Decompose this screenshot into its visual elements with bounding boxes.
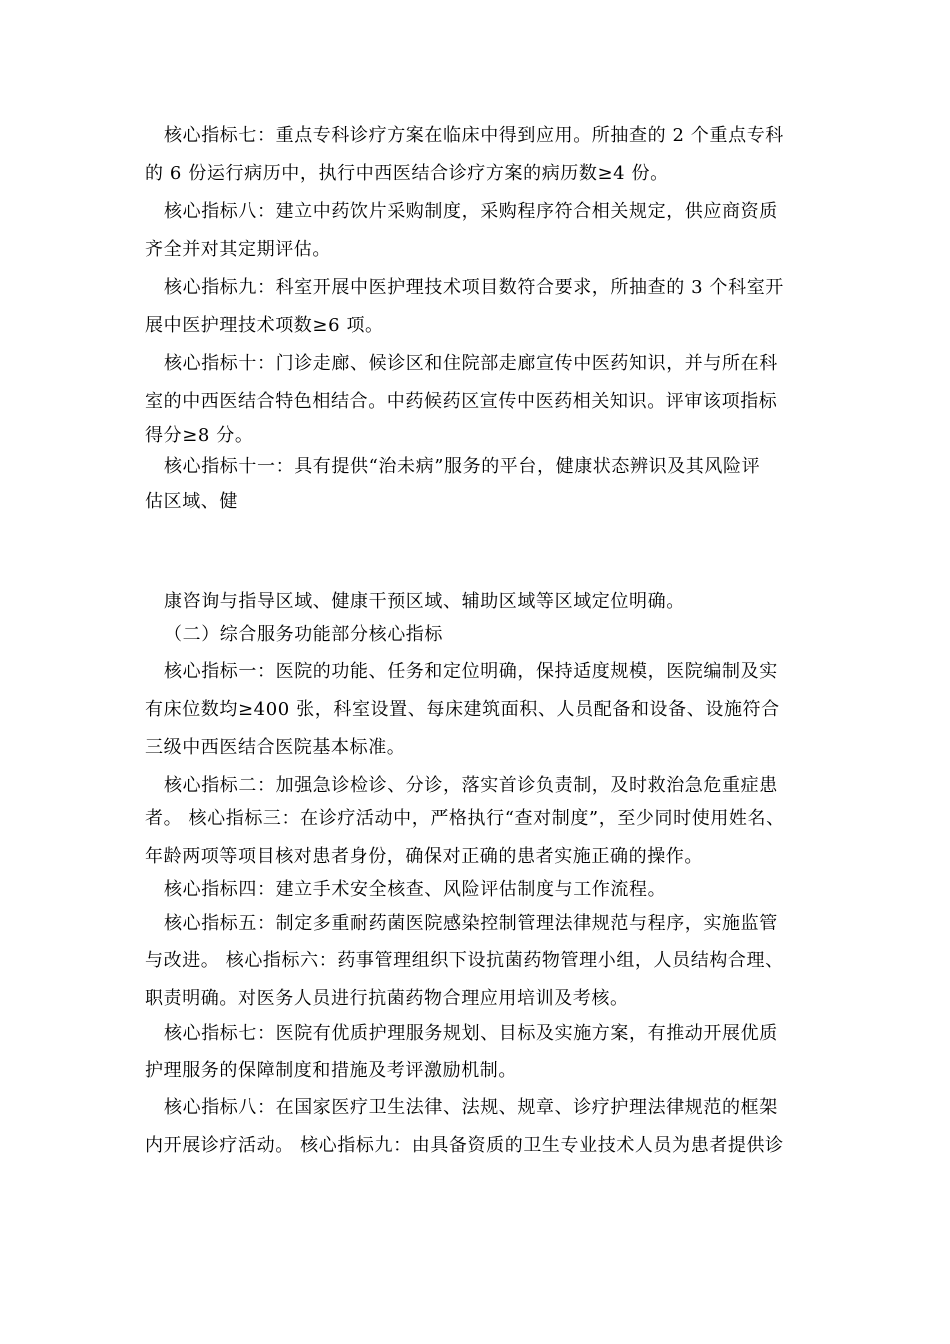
text-line: 齐全并对其定期评估。 <box>145 239 331 260</box>
text-line: 内开展诊疗活动。 核心指标九：由具备资质的卫生专业技术人员为患者提供诊 <box>145 1135 784 1156</box>
text-line: 职责明确。对医务人员进行抗菌药物合理应用培训及考核。 <box>145 988 629 1009</box>
text-line: 核心指标五：制定多重耐药菌医院感染控制管理法律规范与程序，实施监管 <box>164 913 778 934</box>
text-line: 者。 核心指标三：在诊疗活动中，严格执行“查对制度”，至少同时使用姓名、 <box>145 808 785 829</box>
text-line: 康咨询与指导区域、健康干预区域、辅助区域等区域定位明确。 <box>164 591 685 612</box>
text-line: 核心指标二：加强急诊检诊、分诊，落实首诊负责制，及时救治急危重症患 <box>164 775 778 796</box>
text-line: 的 6 份运行病历中，执行中西医结合诊疗方案的病历数≥4 份。 <box>145 163 669 184</box>
text-line: 估区域、健 <box>145 491 238 512</box>
text-line: 年龄两项等项目核对患者身份，确保对正确的患者实施正确的操作。 <box>145 846 703 867</box>
text-line: 核心指标一：医院的功能、任务和定位明确，保持适度规模，医院编制及实 <box>164 661 778 682</box>
text-line: 核心指标七：重点专科诊疗方案在临床中得到应用。所抽查的 2 个重点专科 <box>164 125 784 146</box>
text-line: 核心指标八：建立中药饮片采购制度，采购程序符合相关规定，供应商资质 <box>164 201 778 222</box>
text-line: 核心指标七：医院有优质护理服务规划、目标及实施方案，有推动开展优质 <box>164 1023 778 1044</box>
text-line: 展中医护理技术项数≥6 项。 <box>145 315 384 336</box>
text-line: 核心指标九：科室开展中医护理技术项目数符合要求，所抽查的 3 个科室开 <box>164 277 784 298</box>
text-line: 核心指标十一：具有提供“治未病”服务的平台，健康状态辨识及其风险评 <box>164 456 761 477</box>
text-line: 与改进。 核心指标六：药事管理组织下设抗菌药物管理小组，人员结构合理、 <box>145 950 784 971</box>
text-line: 得分≥8 分。 <box>145 425 254 446</box>
text-line: 核心指标八：在国家医疗卫生法律、法规、规章、诊疗护理法律规范的框架 <box>164 1097 778 1118</box>
text-line: 核心指标四：建立手术安全核查、风险评估制度与工作流程。 <box>164 879 667 900</box>
text-line: 有床位数均≥400 张，科室设置、每床建筑面积、人员配备和设备、设施符合 <box>145 699 780 720</box>
text-line: 三级中西医结合医院基本标准。 <box>145 737 406 758</box>
text-line: 室的中西医结合特色相结合。中药候药区宣传中医药相关知识。评审该项指标 <box>145 391 778 412</box>
section-heading: （二）综合服务功能部分核心指标 <box>164 624 443 645</box>
text-line: 护理服务的保障制度和措施及考评激励机制。 <box>145 1060 517 1081</box>
text-line: 核心指标十：门诊走廊、候诊区和住院部走廊宣传中医药知识，并与所在科 <box>164 353 778 374</box>
